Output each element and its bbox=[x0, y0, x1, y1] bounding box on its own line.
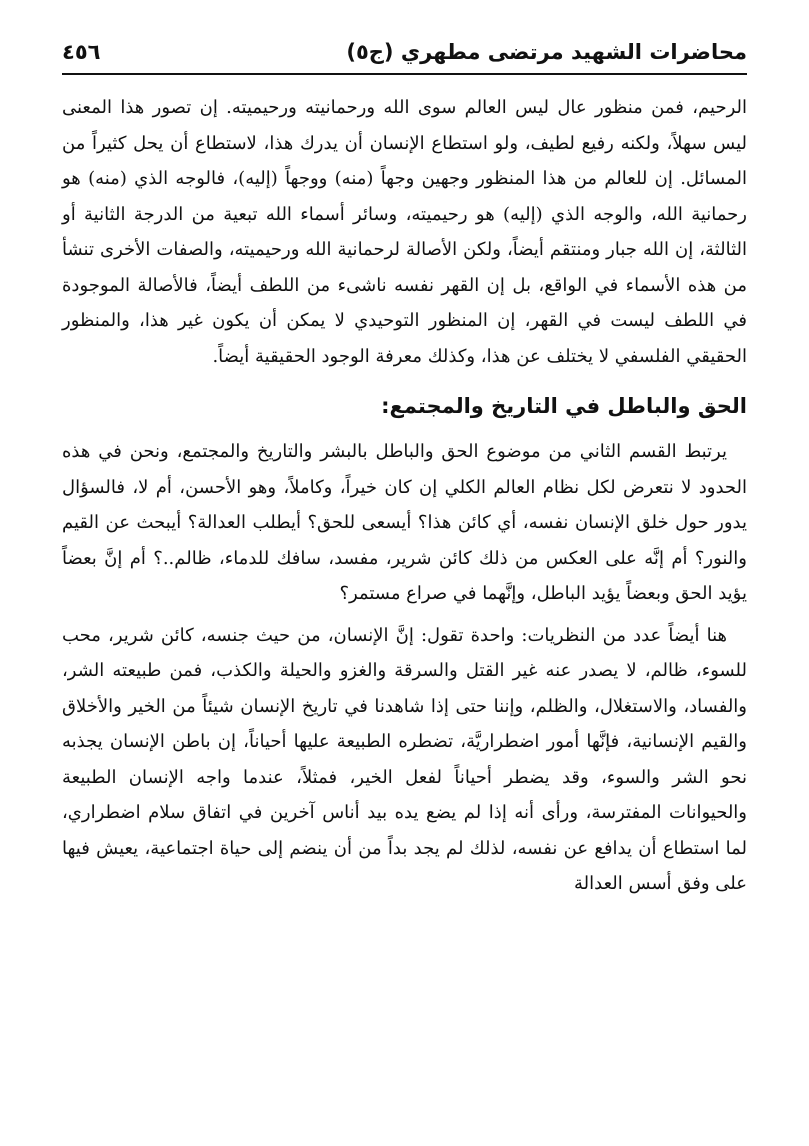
page-header bbox=[62, 28, 747, 76]
paragraph: هنا أيضاً عدد من النظريات: واحدة تقول: إنَّ الإنسان، من حيث جنسه، كائن شرير، محب للسوء، ظالم، لا يصدر عنه غير القتل والسرقة والغزو والحيلة والكذب، فمن طبيعته الشر، والفساد، والاستغلال، والظلم، وإننا حتى إذا شاهدنا في تاريخ الإنسان شيئاً من الخير والأخلاق والقيم الإنسانية، فإنَّها أمور اضطراريَّة، تضطره الطبيعة عليها أحياناً، إن باطن الإنسان يجذبه نحو الشر والسوء، وقد يضطر أحياناً لفعل الخير، فمثلاً، عندما واجه الإنسان الطبيعة والحيوانات المفترسة، ورأى أنه إذا لم يضع يده بيد أناس آخرين في اتفاق سلام اضطراري، لما استطاع أن يدافع عن نفسه، لذلك لم يجد بداً من أن ينضم إلى حياة اجتماعية، يعيش فيها على وفق أسس العدالة bbox=[62, 624, 747, 894]
paragraph: يرتبط القسم الثاني من موضوع الحق والباطل بالبشر والتاريخ والمجتمع، ونحن في هذه الحدود لا نتعرض لكل نظام العالم الكلي إن كان خيراً، وكاملاً، وهو الأحسن، أم لا، فالسؤال يدور حول خلق الإنسان نفسه، أي كائن هذا؟ أيسعى للحق؟ أيطلب العدالة؟ أيبحث عن القيم والنور؟ أم إنَّه على العكس من ذلك كائن شرير، مفسد، سافك للدماء، ظالم..؟ أم إنَّ بعضاً يؤيد الحق وبعضاً يؤيد الباطل، وإنَّهما في صراع مستمر؟ bbox=[62, 441, 747, 604]
paragraph: الرحيم، فمن منظور عال ليس العالم سوى الله ورحمانيته ورحيميته. إن تصور هذا المعنى ليس سهلاً، ولكنه رفيع لطيف، ولو استطاع الإنسان أن يدرك هذا، لاستطاع أن يحل كثيراً من المسائل. إن للعالم من هذا المنظور وجهين وجهاً (منه) ووجهاً (إليه)، فالوجه الذي (منه) هو رحمانية الله، والوجه الذي (إليه) هو رحيميته، وسائر أسماء الله تبعية من الدرجة الثانية أو الثالثة، إن الله جبار ومنتقم أيضاً، ولكن الأصالة لرحمانية الله ورحيميته، والصفات الأخرى تنشأ من هذه الأسماء في الواقع، بل إن القهر نفسه ناشىء من اللطف أيضاً، فالأصالة الموجودة في اللطف ليست في القهر، إن المنظور التوحيدي لا يمكن أن يكون غير هذا، والمنظور الحقيقي الفلسفي لا يختلف عن هذا، وكذلك معرفة الوجود الحقيقية أيضاً. bbox=[62, 97, 747, 367]
body-text bbox=[62, 90, 747, 902]
section-heading: الحق والباطل في التاريخ والمجتمع: bbox=[381, 394, 747, 418]
running-title: محاضرات الشهيد مرتضى مطهري (ج٥) bbox=[346, 40, 747, 64]
page-number: ٤٥٦ bbox=[62, 40, 101, 64]
header-divider bbox=[62, 73, 747, 75]
